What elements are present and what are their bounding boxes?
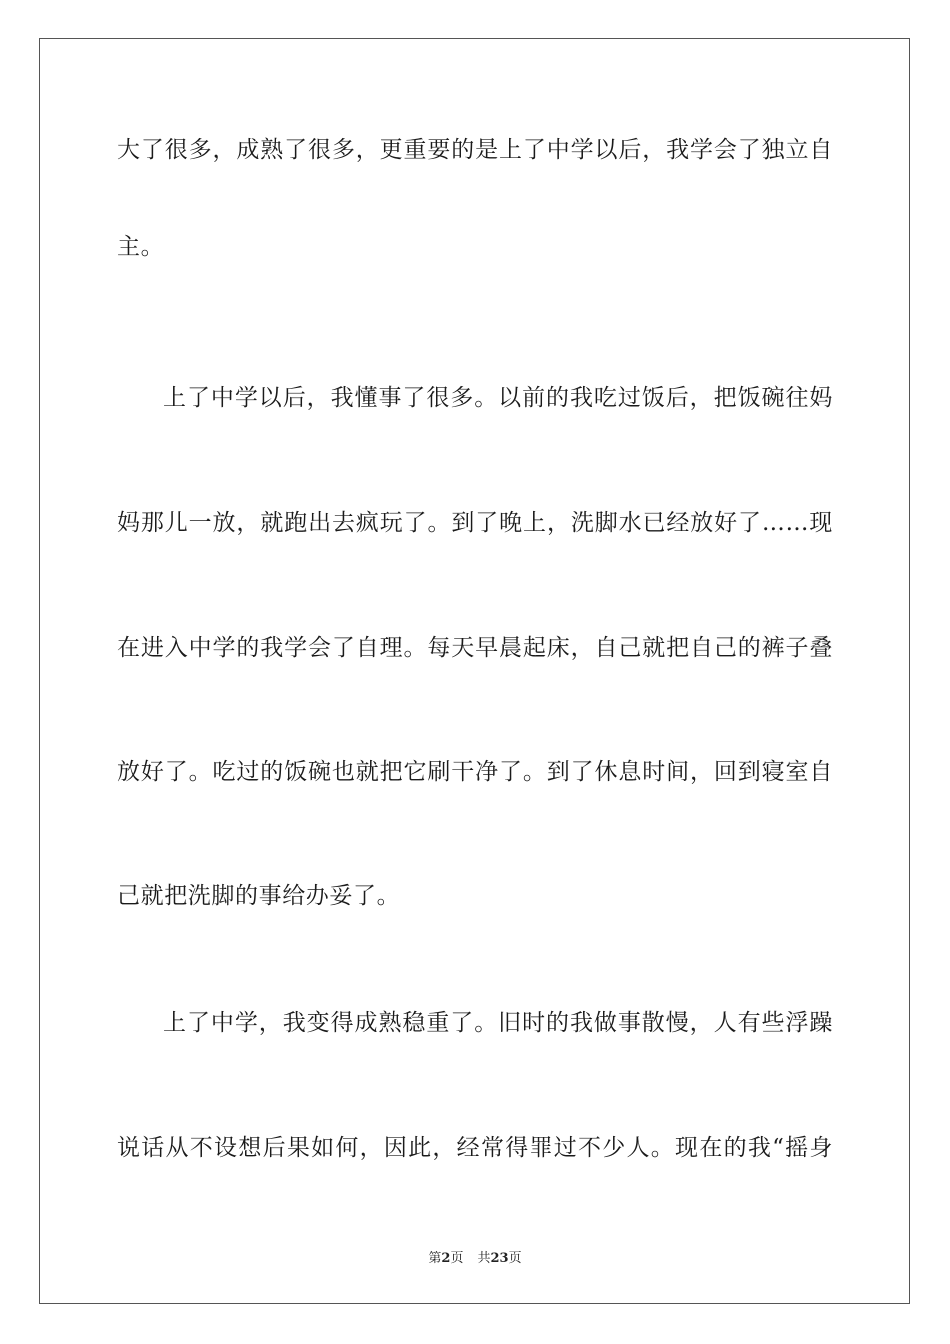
total-pages: 23 [490,1251,509,1266]
page-footer [0,1247,950,1266]
paragraph-2-line-1: 上了中学以后，我懂事了很多。以前的我吃过饭后，把饭碗往妈 [163,385,833,411]
paragraph-2-line-3: 在进入中学的我学会了自理。每天早晨起床，自己就把自己的裤子叠 [117,635,833,661]
page-number: 2 [441,1251,451,1266]
page-prefix: 第 [428,1251,442,1266]
paragraph-2-line-4: 放好了。吃过的饭碗也就把它刷干净了。到了休息时间，回到寝室自 [117,759,833,785]
paragraph-3-line-2: 说话从不设想后果如何，因此，经常得罪过不少人。现在的我“摇身 [117,1135,833,1161]
text-line-2: 主。 [117,234,165,260]
page-suffix: 页 [450,1251,464,1266]
paragraph-2-line-5: 己就把洗脚的事给办妥了。 [117,883,401,909]
total-prefix: 共 [477,1251,491,1266]
text-line-1: 大了很多，成熟了很多，更重要的是上了中学以后，我学会了独立自 [117,137,833,163]
page-border [39,38,910,1304]
paragraph-3-line-1: 上了中学，我变得成熟稳重了。旧时的我做事散慢，人有些浮躁 [163,1010,833,1036]
total-suffix: 页 [508,1251,522,1266]
paragraph-2-line-2: 妈那儿一放，就跑出去疯玩了。到了晚上，洗脚水已经放好了……现 [117,510,833,536]
